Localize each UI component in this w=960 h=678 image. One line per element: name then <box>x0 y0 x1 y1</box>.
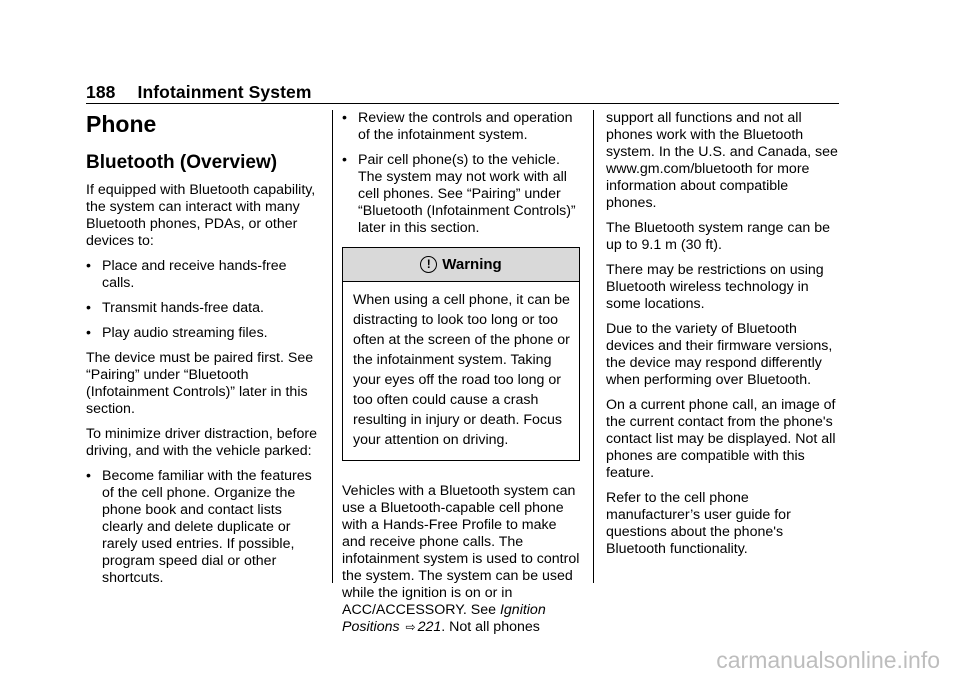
warning-header <box>343 248 579 282</box>
list-item: • Transmit hands-free data. <box>86 300 264 316</box>
paragraph: The Bluetooth system range can be up to 9.1 m (30 ft). <box>606 220 830 253</box>
paragraph: There may be restrictions on using Bluetooth wireless technology in some locations. <box>606 262 824 312</box>
paragraph: On a current phone call, an image of the current contact from the phone's contact list may be displayed. Not all phones are compatible with this feature. <box>606 397 836 481</box>
column-1 <box>86 108 322 595</box>
paragraph: Due to the variety of Bluetooth devices and their firmware versions, the device may respond differently when performing over Bluetooth. <box>606 321 833 388</box>
column-divider-1 <box>332 110 333 583</box>
list-item: • Play audio streaming files. <box>86 325 268 341</box>
page-number: 188 <box>86 82 116 102</box>
bullet-list <box>342 110 580 237</box>
paragraph: If equipped with Bluetooth capability, the system can interact with many Bluetooth phones, PDAs, or other devices to: <box>86 182 316 249</box>
page-header <box>86 82 312 103</box>
list-item: • Review the controls and operation of the infotainment system. <box>342 110 573 143</box>
column-3 <box>606 110 842 566</box>
section-title: Infotainment System <box>137 82 312 102</box>
heading-bluetooth-overview: Bluetooth (Overview) <box>86 152 278 173</box>
header-rule <box>86 103 839 104</box>
column-2 <box>342 110 580 644</box>
bullet-list <box>86 468 322 587</box>
paragraph: Refer to the cell phone manufacturer’s user guide for questions about the phone's Bluetooth functionality. <box>606 490 791 557</box>
bullet: • <box>342 110 347 126</box>
cross-reference-link[interactable]: Ignition Positions <box>342 602 546 635</box>
list-item: • Pair cell phone(s) to the vehicle. The system may not work with all cell phones. See “Pairing” under “Bluetooth (Infotainment Controls)” later in this section. <box>342 152 576 236</box>
column-divider-2 <box>593 110 594 583</box>
warning-title: Warning <box>442 256 502 273</box>
bullet: • <box>86 258 91 274</box>
bullet-list <box>86 258 322 342</box>
list-item: • Place and receive hands-free calls. <box>86 258 287 291</box>
paragraph: Vehicles with a Bluetooth system can use a Bluetooth-capable cell phone with a Hands-Free Profile to make and receive phone calls. The infotainment system is used to control the system. The system can be used while the ignition is on or in ACC/ACCESSORY. See Ignition Positions ⇨ 221. Not all phones <box>342 483 580 635</box>
warning-box <box>342 247 580 461</box>
page-reference[interactable]: 221 <box>417 619 442 635</box>
paragraph: To minimize driver distraction, before driving, and with the vehicle parked: <box>86 426 318 459</box>
paragraph: support all functions and not all phones work with the Bluetooth system. In the U.S. and Canada, see www.gm.com/bluetooth for more information about compatible phones. <box>606 110 838 211</box>
list-item: • Become familiar with the features of the cell phone. Organize the phone book and contact lists clearly and delete duplicate or rarely used entries. If possible, program speed dial or other shortcuts. <box>86 468 312 586</box>
page-reference-arrow-icon: ⇨ <box>405 620 416 634</box>
bullet: • <box>342 152 347 168</box>
warning-icon: ! <box>420 256 437 273</box>
bullet: • <box>86 468 91 484</box>
warning-text: When using a cell phone, it can be distracting to look too long or too often at the screen of the phone or the infotainment system. Taking your eyes off the road too long or too often could cause a crash resulting in injury or death. Focus your attention on driving. <box>353 292 570 448</box>
paragraph: The device must be paired first. See “Pairing” under “Bluetooth (Infotainment Controls)” later in this section. <box>86 350 314 417</box>
watermark: carmanualsonline.info <box>716 647 940 673</box>
heading-phone: Phone <box>86 111 157 137</box>
bullet: • <box>86 325 91 341</box>
bullet: • <box>86 300 91 316</box>
